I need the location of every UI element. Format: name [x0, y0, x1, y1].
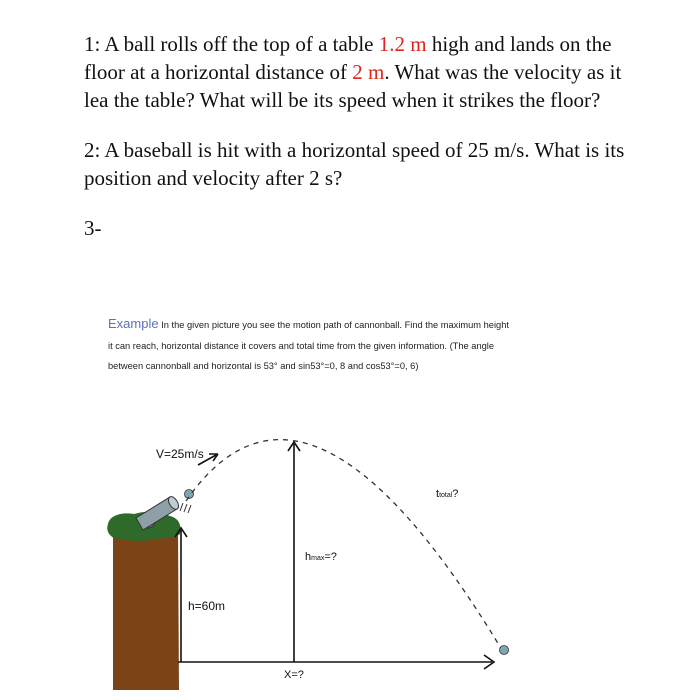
cannonball-landing	[500, 646, 509, 655]
problem-1-part-3: . What was the velocity as it lea the table? What will be its speed when it strikes the floor?	[84, 60, 622, 112]
hmax-label: hmax=?	[305, 551, 337, 563]
cliff	[113, 530, 179, 690]
velocity-label: V=25m/s	[156, 447, 204, 461]
problem-2-text: 2: A baseball is hit with a horizontal speed of 25 m/s. What is its position and velocity after 2 s?	[84, 138, 625, 190]
motion-lines	[180, 503, 191, 513]
trajectory-path	[186, 440, 502, 650]
problem-1-height: 1.2 m	[378, 32, 427, 56]
height-label: h=60m	[188, 599, 226, 613]
problem-1-part-2: high and lands on the floor at a horizontal distance of	[84, 32, 612, 84]
example-text: In the given picture you see the motion path of cannonball. Find the maximum height it can reach, horizontal distance it covers and total time from the given information. (The angle between cannonball and horizontal is 53° and sin53°=0, 8 and cos53°=0, 6)	[108, 320, 509, 371]
t-total-label: ttotal?	[436, 488, 459, 500]
x-label: X=?	[284, 669, 304, 681]
example-label: Example	[108, 316, 159, 331]
problem-3-label: 3-	[84, 216, 102, 240]
problem-1-part-1: 1: A ball rolls off the top of a table	[84, 32, 379, 56]
problem-1-distance: 2 m	[352, 60, 385, 84]
